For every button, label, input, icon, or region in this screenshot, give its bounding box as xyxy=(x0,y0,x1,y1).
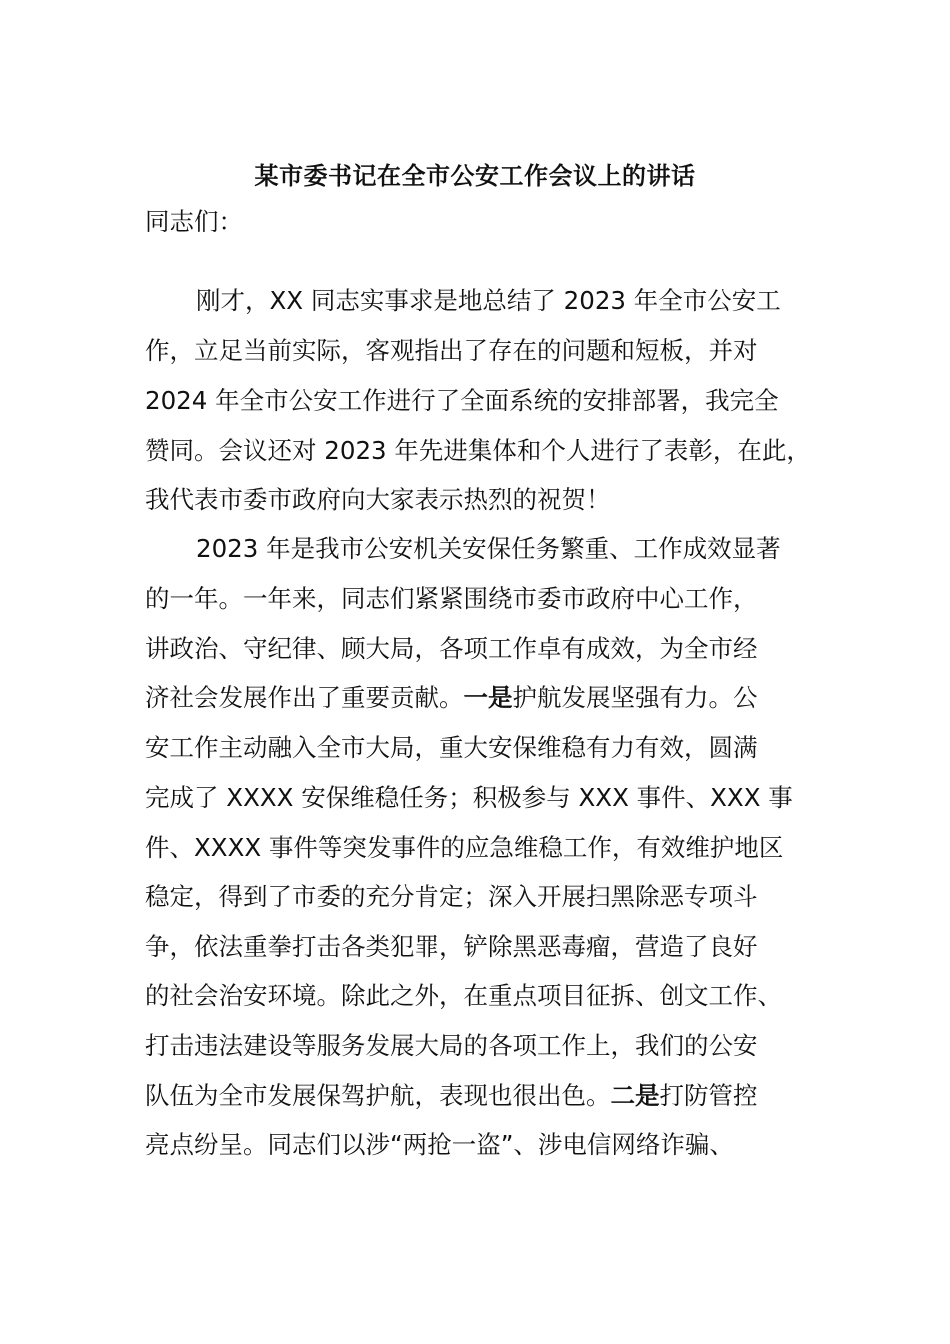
salutation: 同志们： xyxy=(145,207,243,236)
body-line-1: 刚才，XX 同志实事求是地总结了 2023 年全市公安工 xyxy=(196,286,781,315)
body-line-12: 件、XXXX 事件等突发事件的应急维稳工作，有效维护地区 xyxy=(145,833,784,862)
body-line-17 xyxy=(145,1071,758,1121)
body-line-8: 讲政治、守纪律、顾大局，各项工作卓有成效，为全市经 xyxy=(145,634,758,663)
document-title: 某市委书记在全市公安工作会议上的讲话 xyxy=(254,162,696,190)
body-line-9-tail: 护航发展坚强有力。公 xyxy=(512,683,758,712)
body-line-13: 稳定，得到了市委的充分肯定；深入开展扫黑除恶专项斗 xyxy=(145,882,758,911)
body-line-7: 的一年。一年来，同志们紧紧围绕市委市政府中心工作， xyxy=(145,584,758,613)
body-line-14: 争，依法重拳打击各类犯罪，铲除黑恶毒瘤，营造了良好 xyxy=(145,932,758,961)
body-line-9-text: 济社会发展作出了重要贡献。 xyxy=(145,683,464,712)
bold-marker-second: 二是 xyxy=(610,1081,660,1110)
body-line-9 xyxy=(145,673,758,723)
body-line-3: 2024 年全市公安工作进行了全面系统的安排部署，我完全 xyxy=(145,386,779,415)
body-line-18: 亮点纷呈。同志们以涉“两抢一盗”、涉电信网络诈骗、 xyxy=(145,1130,734,1159)
body-line-10: 安工作主动融入全市大局，重大安保维稳有力有效，圆满 xyxy=(145,733,758,762)
body-line-2: 作，立足当前实际，客观指出了存在的问题和短板，并对 xyxy=(145,336,758,365)
body-line-4: 赞同。会议还对 2023 年先进集体和个人进行了表彰，在此， xyxy=(145,436,811,465)
body-line-16: 打击违法建设等服务发展大局的各项工作上，我们的公安 xyxy=(145,1031,758,1060)
body-line-17-text: 队伍为全市发展保驾护航，表现也很出色。 xyxy=(145,1081,611,1110)
bold-marker-first: 一是 xyxy=(463,683,513,712)
body-line-6: 2023 年是我市公安机关安保任务繁重、工作成效显著 xyxy=(196,534,781,563)
body-line-5: 我代表市委市政府向大家表示热烈的祝贺！ xyxy=(145,485,611,514)
body-line-11: 完成了 XXXX 安保维稳任务；积极参与 XXX 事件、XXX 事 xyxy=(145,783,793,812)
body-line-15: 的社会治安环境。除此之外，在重点项目征拆、创文工作、 xyxy=(145,981,782,1010)
body-line-17-tail: 打防管控 xyxy=(659,1081,758,1110)
